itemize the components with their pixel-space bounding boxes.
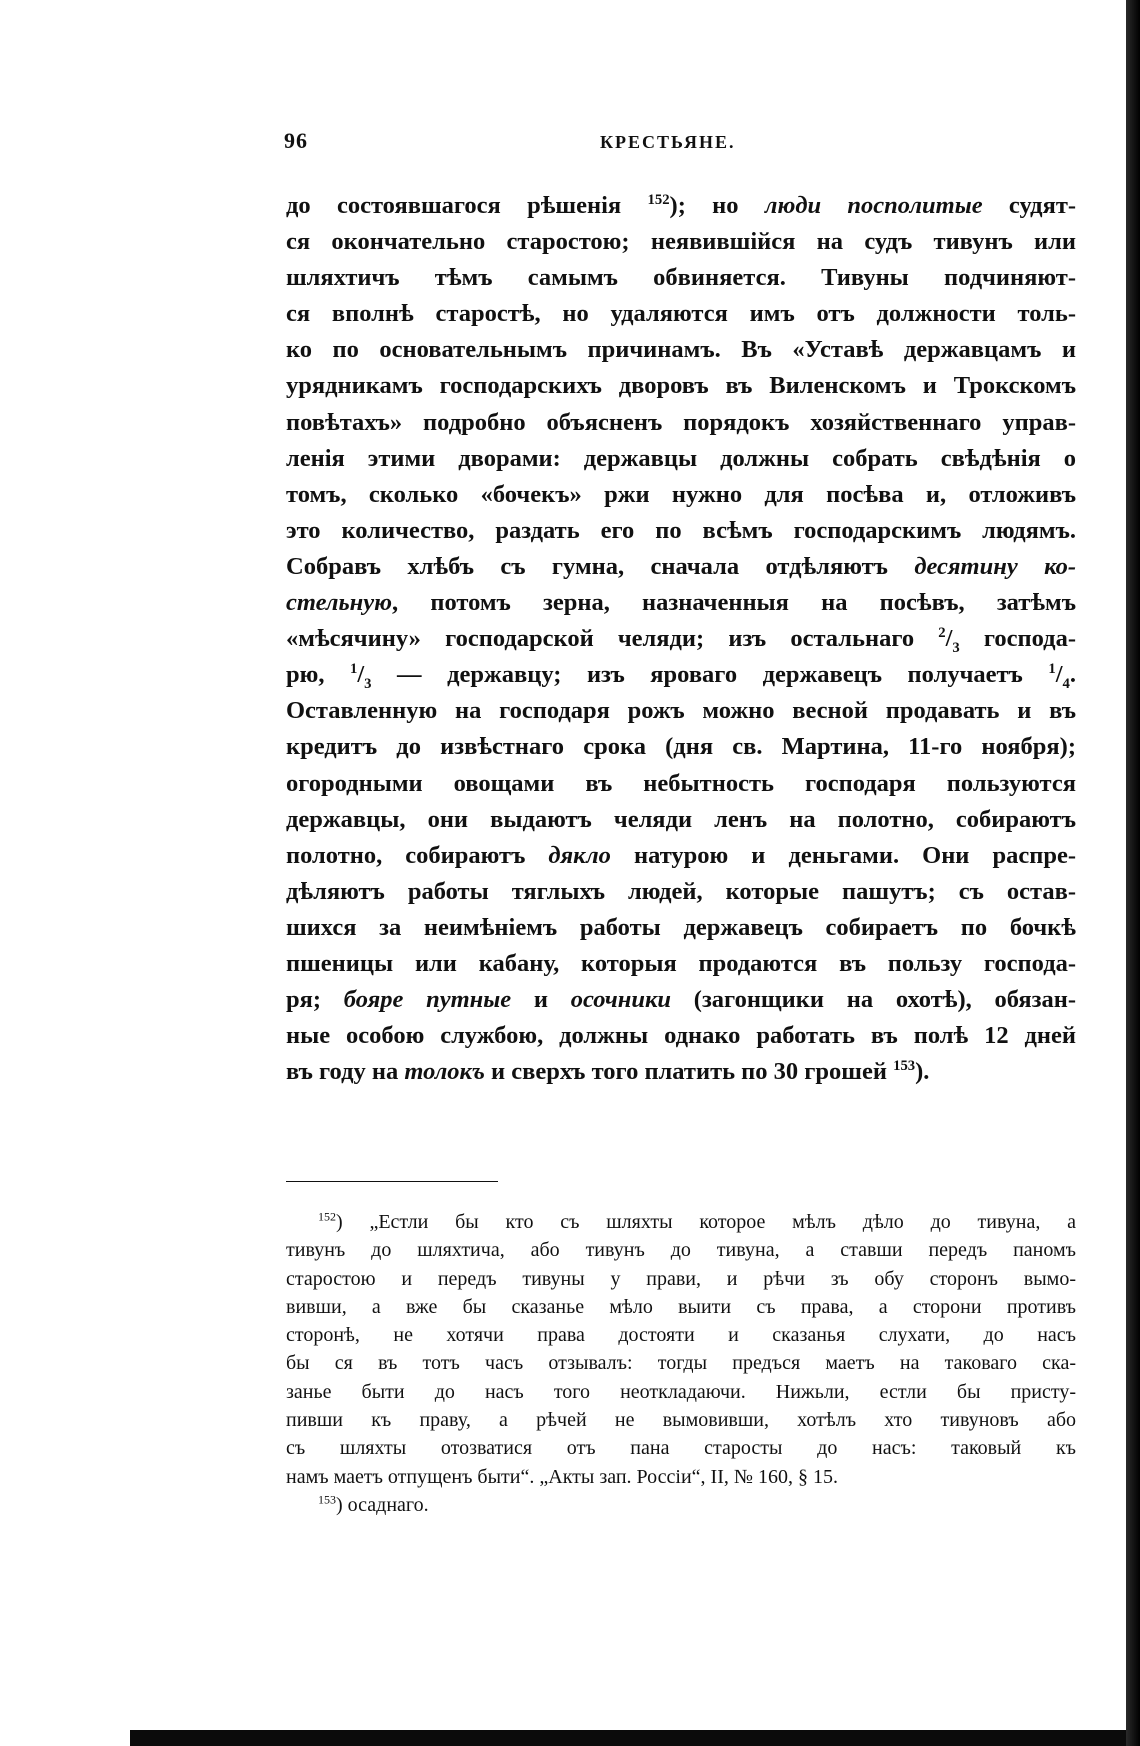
page-bottom-edge xyxy=(130,1730,1126,1746)
text-line: рю, $^1/_3$ — державцу; изъ яроваго державецъ получаетъ $^1/_4$. xyxy=(286,661,1076,693)
text-line: шихся за неимѣніемъ работы державецъ собираетъ по бочкѣ xyxy=(286,913,1076,941)
running-title: КРЕСТЬЯНЕ. xyxy=(600,132,736,152)
note-ref: 153 xyxy=(893,1058,916,1075)
text-line: Оставленную на господаря рожъ можно весной продавать и въ xyxy=(286,697,1076,725)
footnote-line: бы ся въ тотъ часъ отзывалъ: тогды предъся маетъ на таковаго ска- xyxy=(286,1352,1076,1375)
italic-term: осочники xyxy=(570,986,672,1014)
footnotes xyxy=(286,1208,1076,1519)
text-line: ря; бояре путные и осочники (загонщики на охотѣ), обязан- xyxy=(286,986,1076,1014)
footnote-line: тивунъ до шляхтича, або тивунъ до тивуна, а ставши передъ паномъ xyxy=(286,1239,1076,1262)
text-line: ные особою службою, должны однако работать въ полѣ 12 дней xyxy=(286,1022,1076,1050)
text-line: это количество, раздать его по всѣмъ господарскимъ людямъ. xyxy=(286,516,1076,544)
text-line: кредитъ до извѣстнаго срока (дня св. Мартина, 11-го ноября); xyxy=(286,733,1076,761)
text-line: урядникамъ господарскихъ дворовъ въ Виленскомъ и Трокскомъ xyxy=(286,372,1076,400)
text-line: ленія этими дворами: державцы должны собрать свѣдѣнія о xyxy=(286,444,1076,472)
text-line: Собравъ хлѣбъ съ гумна, сначала отдѣляютъ десятину ко- xyxy=(286,552,1076,580)
text-line: шляхтичъ тѣмъ самымъ обвиняется. Тивуны подчиняют- xyxy=(286,264,1076,292)
italic-term: дякло xyxy=(548,841,611,869)
text-line: ко по основательнымъ причинамъ. Въ «Уставѣ державцамъ и xyxy=(286,336,1076,364)
text-line: томъ, сколько «бочекъ» ржи нужно для посѣва и, отложивъ xyxy=(286,480,1076,508)
note-ref: 2 xyxy=(938,624,946,641)
footnote-rule xyxy=(286,1181,498,1182)
text-line: полотно, собираютъ дякло натурою и деньгами. Они распре- xyxy=(286,841,1076,869)
text-line: въ году на толокъ и сверхъ того платить по 30 грошей $^{153}$). xyxy=(286,1058,930,1086)
text-line: ся окончательно старостою; неявившійся на судъ тивунъ или xyxy=(286,228,1076,256)
footnote-152 xyxy=(286,1208,1076,1491)
text-line: дѣляютъ работы тяглыхъ людей, которые пашутъ; съ остав- xyxy=(286,877,1076,905)
footnote-line: вивши, а вже бы сказанье мѣло выити съ права, а сторони противъ xyxy=(286,1295,1076,1318)
fraction-denominator: 4 xyxy=(1062,676,1070,693)
italic-term: десятину ко- xyxy=(914,552,1076,580)
text-line: пшеницы или кабану, которыя продаются въ пользу господа- xyxy=(286,949,1076,977)
italic-term: стельную xyxy=(286,589,393,617)
footnote-marker: 152 xyxy=(318,1209,336,1224)
footnote-line: старостою и передъ тивуны у прави, и рѣчи зъ обу сторонъ вымо- xyxy=(286,1267,1076,1290)
footnote-line: съ шляхты отозватися отъ пана старосты до насъ: таковый къ xyxy=(286,1437,1076,1460)
text-line: державцы, они выдаютъ челяди ленъ на полотно, собираютъ xyxy=(286,805,1076,833)
footnote-line: занье быти до насъ того неоткладаючи. Нижьли, естли бы присту- xyxy=(286,1380,1076,1403)
note-ref: 1 xyxy=(1048,661,1056,678)
text-line: «мѣсячину» господарской челяди; изъ остальнаго $^2/_3$ господа- xyxy=(286,624,1076,657)
text-line: стельную, потомъ зерна, назначенныя на посѣвъ, затѣмъ xyxy=(286,589,1076,617)
page-number: 96 xyxy=(284,128,308,153)
fraction-denominator: 3 xyxy=(364,676,372,693)
main-text xyxy=(286,188,1076,1090)
fraction-denominator: 3 xyxy=(952,640,960,657)
text-line: повѣтахъ» подробно объясненъ порядокъ хозяйственнаго управ- xyxy=(286,408,1076,436)
footnote-line: сторонѣ, не хотячи права достояти и сказанья слухати, до насъ xyxy=(286,1324,1076,1347)
page-edge-shadow xyxy=(1126,0,1140,1746)
text-line: огородными овощами въ небытность господаря пользуются xyxy=(286,769,1076,797)
note-ref: 1 xyxy=(350,661,358,678)
footnote-line: пивши къ праву, а рѣчей не вымовивши, хотѣлъ хто тивуновъ або xyxy=(286,1409,1076,1432)
note-ref: 152 xyxy=(647,191,670,208)
footnote-line: намъ маетъ отпущенъ быти“. „Акты зап. Россіи“, II, № 160, § 15. xyxy=(286,1465,838,1488)
footnote-text: ) осаднаго. xyxy=(336,1493,429,1516)
italic-term: люди посполитые xyxy=(764,192,983,219)
text-line: до состоявшагося рѣшенія $^{152}$); но люди посполитые судят- xyxy=(286,191,1076,219)
italic-term: толокъ xyxy=(404,1058,485,1086)
footnote-marker: 153 xyxy=(318,1492,336,1507)
italic-term: бояре путные xyxy=(343,986,512,1014)
footnote-line: $^{152}$) „Естли бы кто съ шляхты которое мѣлъ дѣло до тивуна, а xyxy=(318,1209,1076,1233)
text-line: ся вполнѣ старостѣ, но удаляются имъ отъ должности толь- xyxy=(286,300,1076,328)
footnote-153 xyxy=(286,1491,1076,1519)
